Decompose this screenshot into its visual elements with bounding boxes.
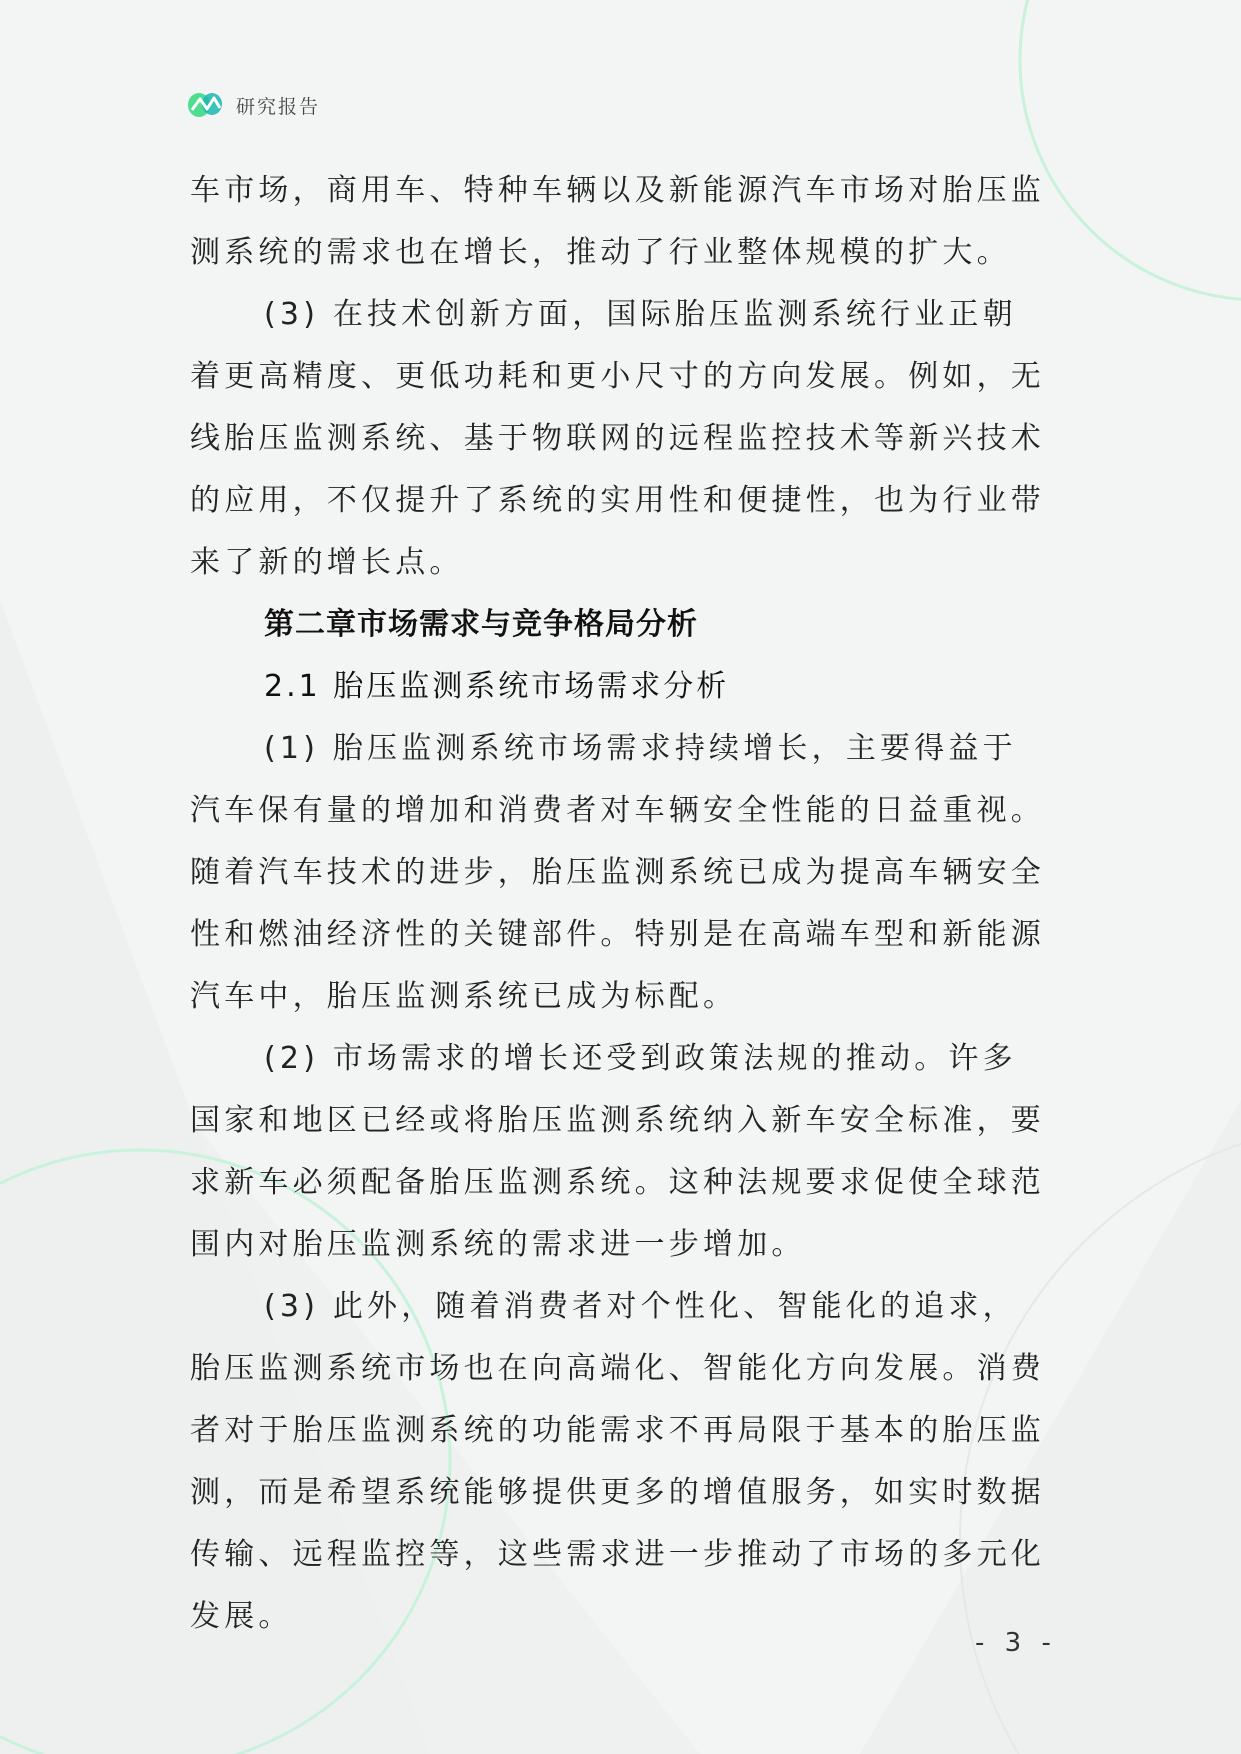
section-title: 2.1 胎压监测系统市场需求分析 (264, 669, 730, 704)
document-body (190, 160, 1050, 1648)
header-title: 研究报告 (236, 95, 321, 118)
paragraph-policy-regulation: (2) 市场需求的增长还受到政策法规的推动。许多国家和地区已经或将胎压监测系统纳入新车安全标准，要求新车必须配备胎压监测系统。这种法规要求促使全球范围内对胎压监测系统的需求进一步增加。 (190, 1041, 1045, 1262)
paragraph-continuation: 车市场，商用车、特种车辆以及新能源汽车市场对胎压监测系统的需求也在增长，推动了行业整体规模的扩大。 (190, 173, 1045, 270)
page-number: - 3 - (975, 1628, 1057, 1658)
research-report-logo-icon (186, 90, 226, 120)
paragraph-demand-growth: (1) 胎压监测系统市场需求持续增长，主要得益于汽车保有量的增加和消费者对车辆安全性能的日益重视。随着汽车技术的进步，胎压监测系统已成为提高车辆安全性和燃油经济性的关键部件。特别是在高端车型和新能源汽车中，胎压监测系统已成为标配。 (190, 731, 1045, 1014)
paragraph-tech-innovation: (3) 在技术创新方面，国际胎压监测系统行业正朝着更高精度、更低功耗和更小尺寸的方向发展。例如，无线胎压监测系统、基于物联网的远程监控技术等新兴技术的应用，不仅提升了系统的实用性和便捷性，也为行业带来了新的增长点。 (190, 297, 1045, 580)
page-header (186, 88, 320, 122)
chapter-title: 第二章市场需求与竞争格局分析 (264, 607, 698, 642)
paragraph-personalization: (3) 此外，随着消费者对个性化、智能化的追求，胎压监测系统市场也在向高端化、智能化方向发展。消费者对于胎压监测系统的功能需求不再局限于基本的胎压监测，而是希望系统能够提供更多的增值服务，如实时数据传输、远程监控等，这些需求进一步推动了市场的多元化发展。 (190, 1289, 1045, 1634)
